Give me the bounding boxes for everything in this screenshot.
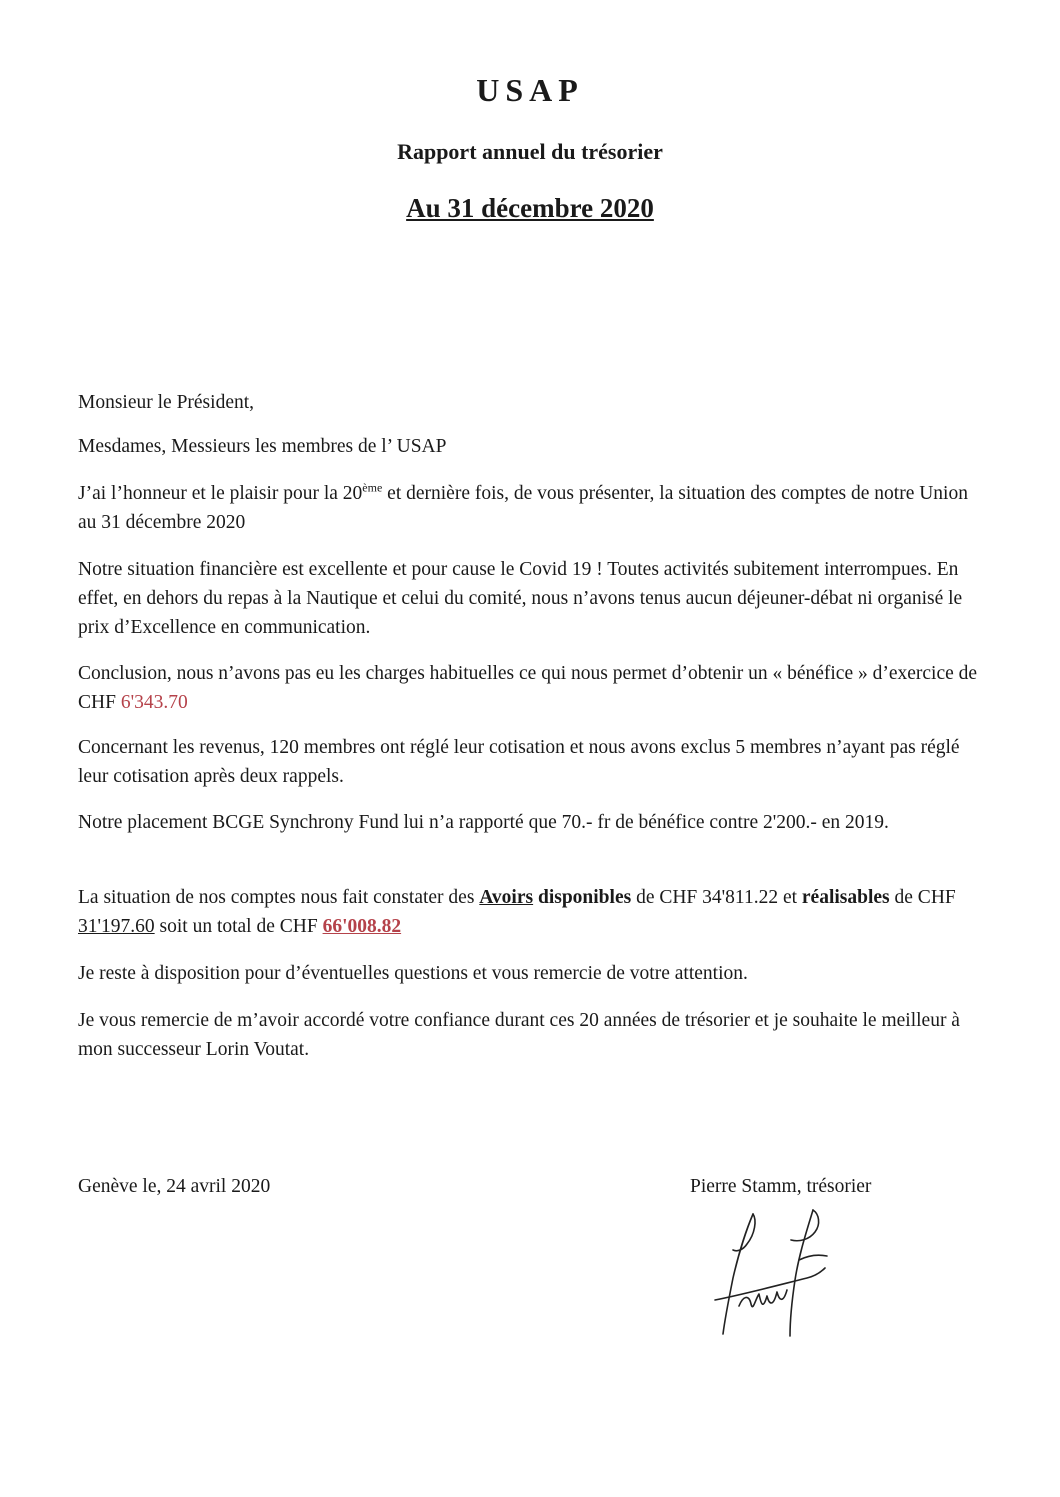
accounts-text-3: et [778,887,802,908]
realisables-label: réalisables [801,887,890,908]
paragraph-accounts [78,883,988,941]
accounts-text-4: de CHF [889,887,956,908]
document-title: USAP [476,72,584,108]
report-date-heading: Au 31 décembre 2020 [406,193,654,223]
document-subtitle: Rapport annuel du trésorier [397,139,663,164]
handwritten-signature [695,1200,845,1345]
available-amount: 34'811.22 [702,887,779,908]
paragraph-introduction [78,479,988,537]
paragraph-availability: Je reste à disposition pour d’éventuelles questions et vous remercie de votre attention. [78,963,748,984]
paragraph-investment: Notre placement BCGE Synchrony Fund lui n’a rapporté que 70.- fr de bénéfice contre 2'200.- en 2019. [78,812,889,833]
intro-text-end: et dernière fois, de vous présenter, la situation des comptes de notre Union au 31 décembre 2020 [78,483,968,533]
salutation: Monsieur le Président, [78,392,255,413]
realizable-amount: 31'197.60 [78,916,155,937]
conclusion-text: Conclusion, nous n’avons pas eu les charges habituelles ce qui nous permet d’obtenir un « bénéfice » d’exercice de CHF [78,663,978,713]
accounts-text-5: soit un total de CHF [154,916,323,937]
profit-amount: 6'343.70 [120,692,188,713]
accounts-text-2: de CHF [631,887,703,908]
paragraph-revenues: Concernant les revenus, 120 membres ont réglé leur cotisation et nous avons exclus 5 membres n’ayant pas réglé leur cotisation après deux rappels. [78,737,960,787]
ordinal-superscript: ème [362,480,383,495]
avoirs-label: Avoirs [479,887,534,908]
total-amount: 66'008.82 [322,916,402,937]
paragraph-situation: Notre situation financière est excellente et pour cause le Covid 19 ! Toutes activités subitement interrompues. En effet, en dehors du repas à la Nautique et celui du comité, nous n’avons tenus aucun déjeuner-débat ni organisé le prix d’Excellence en communication. [78,559,963,638]
paragraph-conclusion [78,659,988,717]
signatory-name: Pierre Stamm, trésorier [690,1176,872,1197]
greeting: Mesdames, Messieurs les membres de l’ USAP [78,436,447,457]
accounts-text-1: La situation de nos comptes nous fait constater des [78,887,480,908]
paragraph-thanks: Je vous remercie de m’avoir accordé votre confiance durant ces 20 années de trésorier et je souhaite le meilleur à mon successeur Lorin Voutat. [78,1010,960,1060]
disponibles-label: disponibles [533,887,632,908]
place-and-date: Genève le, 24 avril 2020 [78,1176,271,1197]
intro-text-start: J’ai l’honneur et le plaisir pour la 20 [78,483,363,504]
